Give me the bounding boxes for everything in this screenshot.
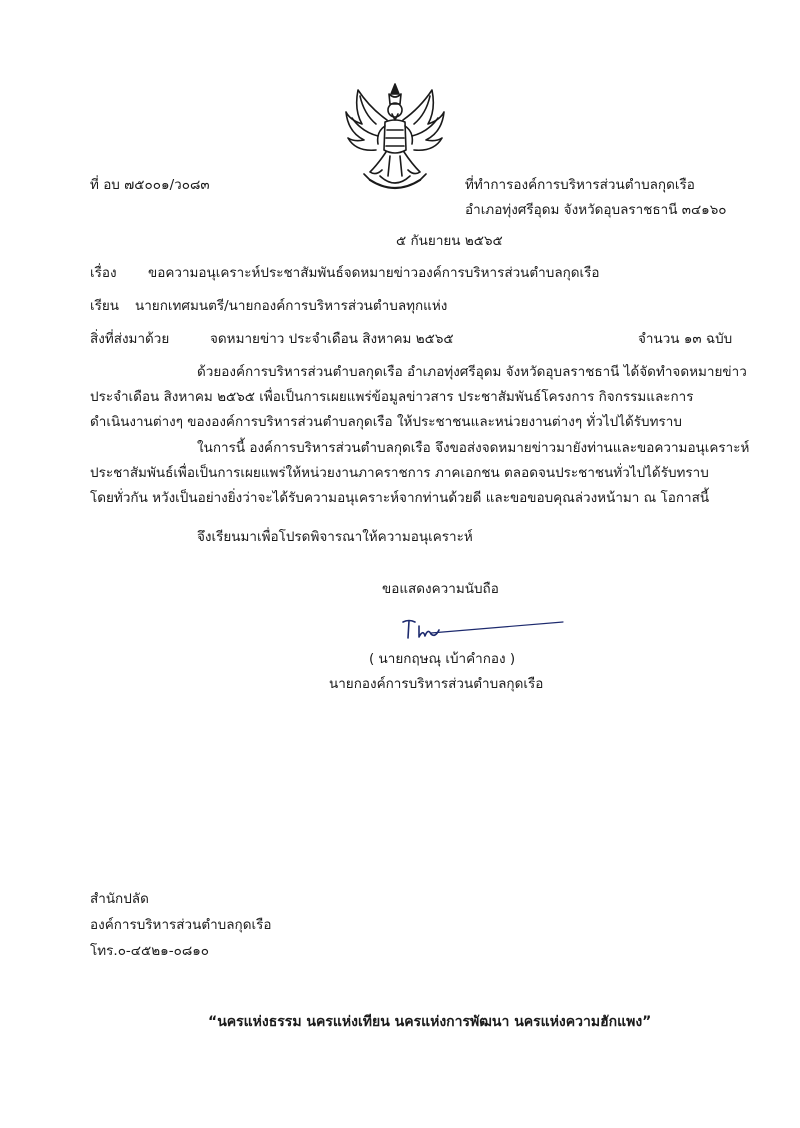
signatory-name: ( นายกฤษณุ เบ้าคำกอง ) <box>369 651 516 667</box>
subject-label: เรื่อง <box>90 265 117 281</box>
office-address-line2: อำเภอทุ่งศรีอุดม จังหวัดอุบลราชธานี ๓๔๑๖๐ <box>465 202 727 218</box>
office-address-line1: ที่ทำการองค์การบริหารส่วนตำบลกุดเรือ <box>465 177 695 193</box>
paragraph-line: โดยทั่วกัน หวังเป็นอย่างยิ่งว่าจะได้รับความอนุเคราะห์จากท่านด้วยดี และขอขอบคุณล่วงหน้ามา ณ โอกาสนี้ <box>90 490 710 506</box>
garuda-emblem-icon <box>340 80 450 195</box>
closing-salutation: ขอแสดงความนับถือ <box>382 581 499 597</box>
letter-date: ๕ กันยายน ๒๕๖๕ <box>396 233 503 249</box>
footer-motto: “นครแห่งธรรม นครแห่งเทียน นครแห่งการพัฒนา นครแห่งความฮักแพง” <box>208 1014 652 1030</box>
footer-organization: องค์การบริหารส่วนตำบลกุดเรือ <box>90 917 272 933</box>
recipient-label: เรียน <box>90 298 120 314</box>
paragraph-line: ในการนี้ องค์การบริหารส่วนตำบลกุดเรือ จึงขอส่งจดหมายข่าวมายังท่านและขอความอนุเคราะห์ <box>197 440 750 456</box>
paragraph-line: ประชาสัมพันธ์เพื่อเป็นการเผยแพร่ให้หน่วยงานภาคราชการ ภาคเอกชน ตลอดจนประชาชนทั่วไปได้รับทราบ <box>90 465 709 481</box>
paragraph-line: ด้วยองค์การบริหารส่วนตำบลกุดเรือ อำเภอทุ่งศรีอุดม จังหวัดอุบลราชธานี ได้จัดทำจดหมายข่าว <box>197 364 747 380</box>
recipient-text: นายกเทศมนตรี/นายกองค์การบริหารส่วนตำบลทุกแห่ง <box>135 298 448 314</box>
paragraph-line: ประจำเดือน สิงหาคม ๒๕๖๕ เพื่อเป็นการเผยแพร่ข้อมูลข่าวสาร ประชาสัมพันธ์โครงการ กิจกรรมและการ <box>90 389 694 405</box>
subject-text: ขอความอนุเคราะห์ประชาสัมพันธ์จดหมายข่าวองค์การบริหารส่วนตำบลกุดเรือ <box>148 265 600 281</box>
footer-phone: โทร.๐-๔๕๒๑-๐๘๑๐ <box>90 943 210 959</box>
handwritten-signature <box>395 616 565 644</box>
body-paragraph-1 <box>90 360 747 435</box>
enclosure-text: จดหมายข่าว ประจำเดือน สิงหาคม ๒๕๖๕ <box>210 331 454 347</box>
closing-request: จึงเรียนมาเพื่อโปรดพิจารณาให้ความอนุเคราะห์ <box>197 529 473 545</box>
paragraph-line: ดำเนินงานต่างๆ ขององค์การบริหารส่วนตำบลกุดเรือ ให้ประชาชนและหน่วยงานต่างๆ ทั่วไปได้รับทราบ <box>90 414 682 430</box>
footer-department: สำนักปลัด <box>90 891 149 907</box>
signatory-position: นายกองค์การบริหารส่วนตำบลกุดเรือ <box>329 676 544 692</box>
enclosure-quantity: จำนวน ๑๓ ฉบับ <box>638 331 733 347</box>
reference-number: ที่ อบ ๗๕๐๐๑/ว๐๘๓ <box>90 177 210 193</box>
enclosure-label: สิ่งที่ส่งมาด้วย <box>90 331 170 347</box>
body-paragraph-2 <box>90 436 750 511</box>
